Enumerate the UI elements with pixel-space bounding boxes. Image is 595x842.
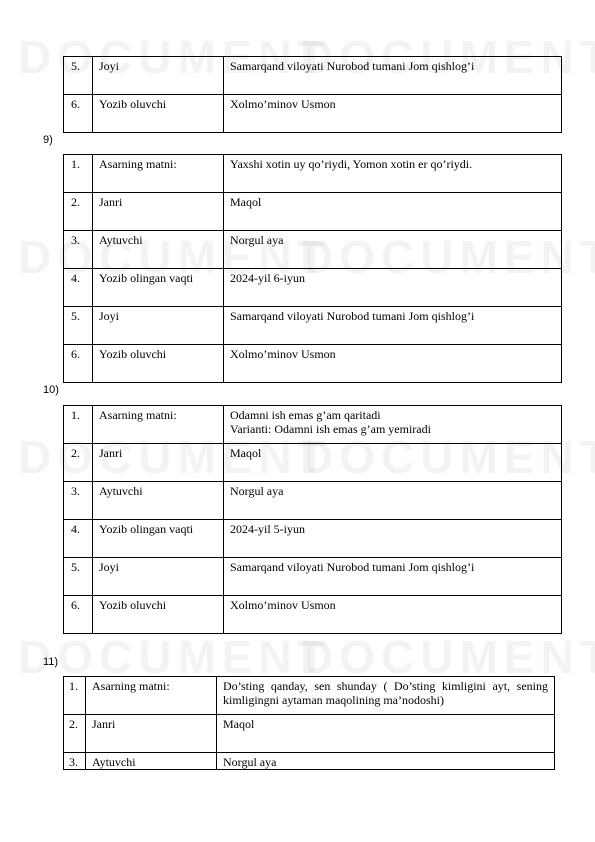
row-number: 1. [64,155,93,193]
row-value: Xolmo’minov Usmon [224,95,562,133]
table-row [64,95,562,133]
row-number: 6. [64,95,93,133]
row-label: Aytuvchi [86,753,217,770]
text-line: Odamni ish emas g’am qaritadi [230,408,381,422]
row-number: 4. [64,269,93,307]
row-number: 3. [64,482,93,520]
record-table-11 [63,676,555,770]
row-label: Janri [93,444,224,482]
row-number: 6. [64,345,93,383]
row-number: 3. [64,753,86,770]
table-row [64,753,555,770]
table-row [64,558,562,596]
row-label: Janri [93,193,224,231]
row-value: Samarqand viloyati Nurobod tumani Jom qishlog’i [224,57,562,95]
row-value: Xolmo’minov Usmon [224,345,562,383]
record-table-10 [63,405,562,634]
row-label: Aytuvchi [93,231,224,269]
row-label: Asarning matni: [86,677,217,715]
row-number: 3. [64,231,93,269]
row-number: 2. [64,444,93,482]
row-number: 6. [64,596,93,634]
row-number: 1. [64,677,86,715]
row-value: 2024-yil 6-iyun [224,269,562,307]
row-value: Xolmo’minov Usmon [224,596,562,634]
section-number-10: 10) [43,384,59,396]
row-value: Samarqand viloyati Nurobod tumani Jom qishlog’i [224,307,562,345]
row-label: Yozib oluvchi [93,95,224,133]
row-value: 2024-yil 5-iyun [224,520,562,558]
row-value: Norgul aya [224,231,562,269]
row-label: Yozib olingan vaqti [93,269,224,307]
row-number: 5. [64,558,93,596]
row-label: Yozib oluvchi [93,596,224,634]
row-number: 5. [64,307,93,345]
row-value: Maqol [224,444,562,482]
row-label: Joyi [93,558,224,596]
table-row [64,715,555,753]
row-label: Yozib oluvchi [93,345,224,383]
table-row [64,57,562,95]
row-label: Aytuvchi [93,482,224,520]
variant-line: Varianti: Odamni ish emas g’am yemiradi [230,422,431,436]
table-row [64,307,562,345]
row-number: 4. [64,520,93,558]
row-number: 2. [64,715,86,753]
section-number-11: 11) [43,656,59,668]
row-label: Asarning matni: [93,406,224,444]
row-value: Maqol [224,193,562,231]
row-value: Samarqand viloyati Nurobod tumani Jom qishlog’i [224,558,562,596]
table-row [64,345,562,383]
table-row [64,269,562,307]
table-row [64,677,555,715]
row-value: Maqol [217,715,555,753]
table-row [64,193,562,231]
table-row [64,406,562,444]
table-row [64,444,562,482]
row-number: 5. [64,57,93,95]
table-row [64,155,562,193]
record-table-9 [63,154,562,383]
row-value: Norgul aya [217,753,555,770]
row-value: Yaxshi xotin uy qo’riydi, Yomon xotin er qo’riydi. [224,155,562,193]
row-number: 2. [64,193,93,231]
row-value [224,406,562,444]
row-label: Joyi [93,307,224,345]
row-number: 1. [64,406,93,444]
table-row [64,482,562,520]
table-row [64,596,562,634]
table-row [64,231,562,269]
row-label: Joyi [93,57,224,95]
section-number-9: 9) [43,134,53,146]
table-row [64,520,562,558]
row-label: Janri [86,715,217,753]
row-value: Norgul aya [224,482,562,520]
row-value: Do’sting qanday, sen shunday ( Do’sting kimligini ayt, sening kimligingni aytaman maqolining ma’nodoshi) [217,677,555,715]
row-label: Asarning matni: [93,155,224,193]
row-label: Yozib olingan vaqti [93,520,224,558]
record-table-continued [63,56,562,133]
